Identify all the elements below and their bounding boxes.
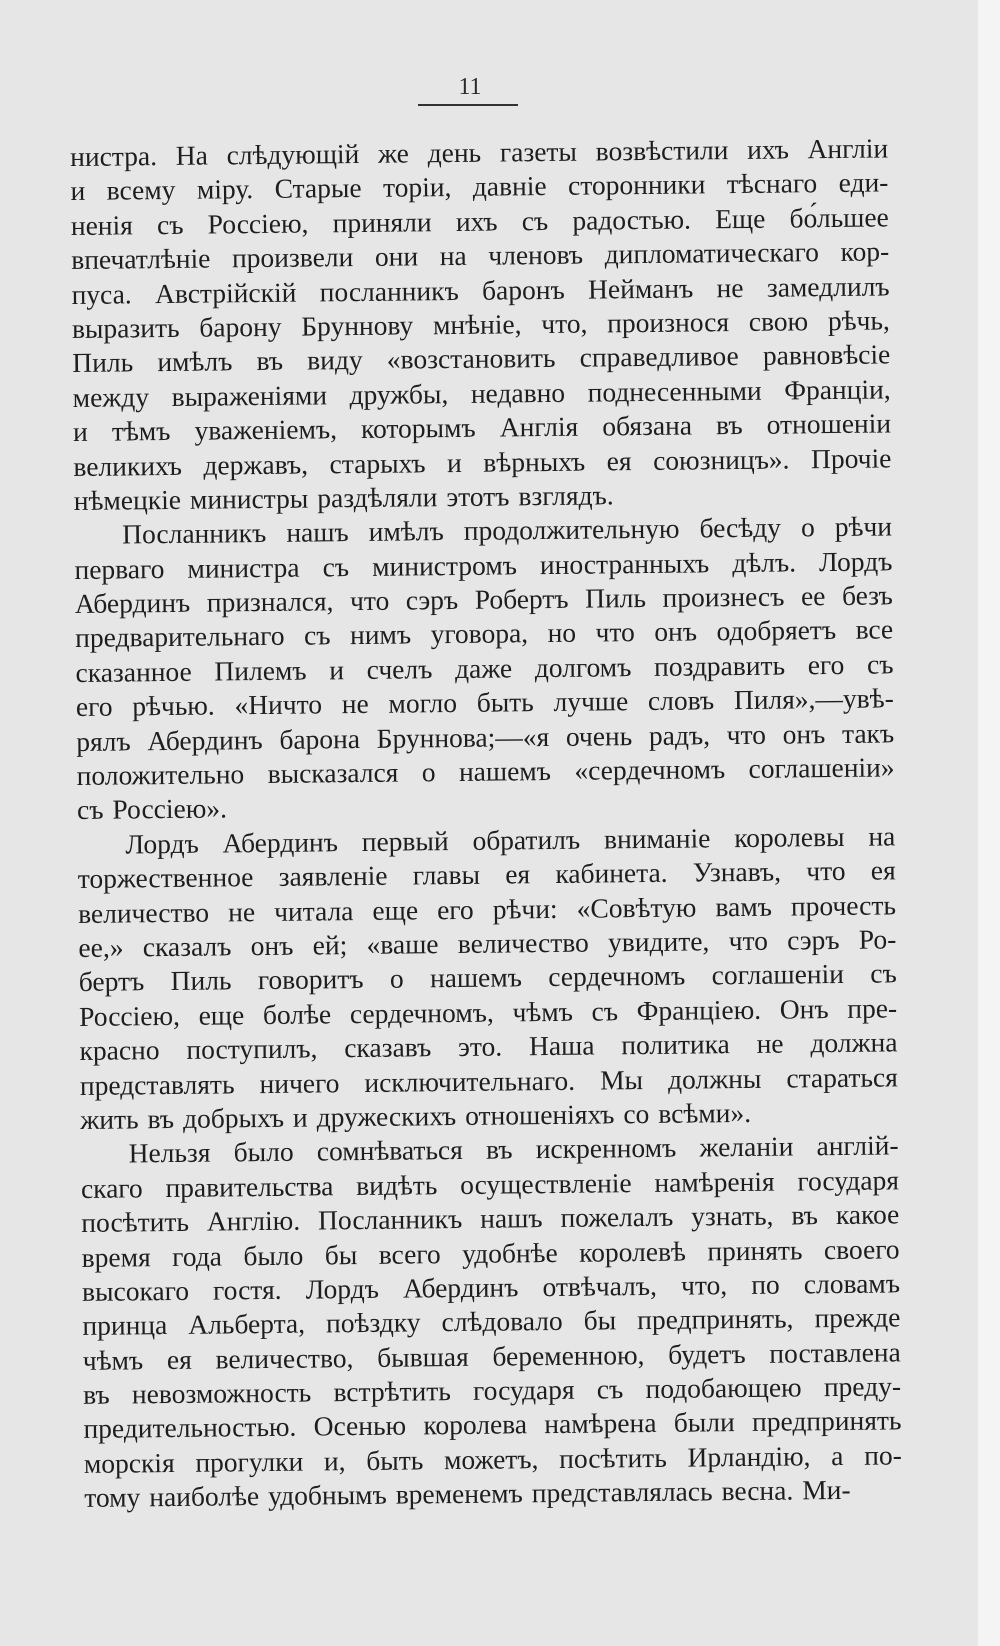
- text-line: выразить барону Бруннову мнѣніе, что, произнося свою рѣчь,: [71, 304, 890, 344]
- text-line: Лордъ Абердинъ первый обратилъ вниманіе королевы на: [125, 820, 896, 860]
- text-line: морскія прогулки и, быть можетъ, посѣтить Ирландію, а по-: [83, 1439, 902, 1479]
- text-line: бертъ Пиль говоритъ о нашемъ сердечномъ соглашеніи съ: [78, 957, 897, 998]
- text-line: Пиль имѣлъ въ виду «возстановить справедливое равновѣсіе: [72, 338, 891, 379]
- text-line: Нельзя было сомнѣваться въ искренномъ желаніи англій-: [128, 1129, 899, 1169]
- text-line: впечатлѣніе произвели они на членовъ дипломатическаго кор-: [71, 235, 890, 276]
- text-line: Россіею, еще болѣе сердечномъ, чѣмъ съ Франціею. Онъ пре-: [79, 992, 898, 1032]
- text-line: и всему міру. Старые торіи, давніе сторонники тѣснаго еди-: [70, 166, 889, 207]
- page-number: 11: [458, 74, 482, 100]
- text-line: скаго правительства видѣть осуществленіе намѣренія государя: [80, 1164, 900, 1204]
- text-line: Абердинъ признался, что сэръ Робертъ Пиль произнесъ ее безъ: [74, 579, 893, 620]
- text-line: нѣмецкіе министры раздѣляли этотъ взглядъ.: [73, 479, 614, 516]
- paragraph: [77, 819, 898, 1137]
- body-text: [70, 131, 902, 1515]
- text-line: въ невозможность встрѣтить государя съ подобающею преду-: [82, 1370, 902, 1410]
- text-line: пуса. Австрійскій посланникъ баронъ Нейманъ не замедлилъ: [71, 269, 890, 310]
- text-line: его рѣчью. «Ничто не могло быть лучше словъ Пиля»,—увѣ-: [75, 682, 894, 723]
- text-line: съ Россіею».: [76, 792, 228, 826]
- page-margin-edge: [978, 0, 1000, 1646]
- text-line: ненія съ Россіею, приняли ихъ съ радостью. Еще бо́льшее: [70, 201, 889, 241]
- text-line: положительно высказался о нашемъ «сердечномъ соглашеніи»: [76, 751, 895, 791]
- text-line: тому наиболѣе удобнымъ временемъ представлялась весна. Ми-: [84, 1474, 851, 1514]
- text-line: и тѣмъ уваженіемъ, которымъ Англія обязана въ отношеніи: [72, 407, 892, 448]
- paragraph: [74, 510, 895, 828]
- text-line: нистра. На слѣдующій же день газеты возвѣстили ихъ Англіи: [70, 132, 889, 172]
- text-line: чѣмъ ея величество, бывшая беременною, будетъ поставлена: [82, 1336, 901, 1376]
- text-line: время года было бы всего удобнѣе королевѣ принять своего: [81, 1232, 900, 1273]
- text-line: принца Альберта, поѣздку слѣдовало бы предпринять, прежде: [82, 1301, 901, 1342]
- text-line: великихъ державъ, старыхъ и вѣрныхъ ея союзницъ». Прочіе: [73, 441, 892, 482]
- page-number-rule: [418, 104, 518, 106]
- text-line: рялъ Абердинъ барона Бруннова;—«я очень радъ, что онъ такъ: [76, 717, 895, 757]
- text-line: сказанное Пилемъ и счелъ даже долгомъ поздравить его съ: [75, 648, 894, 688]
- text-line: ее,» сказалъ онъ ей; «ваше величество увидите, что сэръ Ро-: [78, 923, 897, 963]
- text-line: посѣтить Англію. Посланникъ нашъ пожелалъ узнать, въ какое: [81, 1198, 900, 1239]
- text-line: торжественное заявленіе главы ея кабинета. Узнавъ, что ея: [77, 854, 896, 895]
- text-line: жить въ добрыхъ и дружескихъ отношеніяхъ со всѣми».: [80, 1096, 752, 1135]
- text-line: величество не читала еще его рѣчи: «Совѣтую вамъ прочесть: [77, 888, 897, 929]
- text-line: предварительнаго съ нимъ уговора, но что онъ одобряетъ все: [75, 613, 894, 654]
- text-line: между выраженіями дружбы, недавно поднесенными Франціи,: [72, 373, 891, 413]
- text-line: Посланникъ нашъ имѣлъ продолжительную бесѣду о рѣчи: [121, 510, 893, 550]
- paragraph: [70, 131, 892, 518]
- text-line: предительностью. Осенью королева намѣрена были предпринять: [83, 1404, 902, 1445]
- text-line: красно поступилъ, сказавъ это. Наша политика не должна: [79, 1026, 898, 1067]
- text-line: представлять ничего исключительнаго. Мы должны стараться: [79, 1060, 898, 1101]
- text-line: перваго министра съ министромъ иностранныхъ дѣлъ. Лордъ: [74, 545, 893, 585]
- text-line: высокаго гостя. Лордъ Абердинъ отвѣчалъ, что, по словамъ: [81, 1267, 901, 1307]
- paragraph: [80, 1129, 902, 1516]
